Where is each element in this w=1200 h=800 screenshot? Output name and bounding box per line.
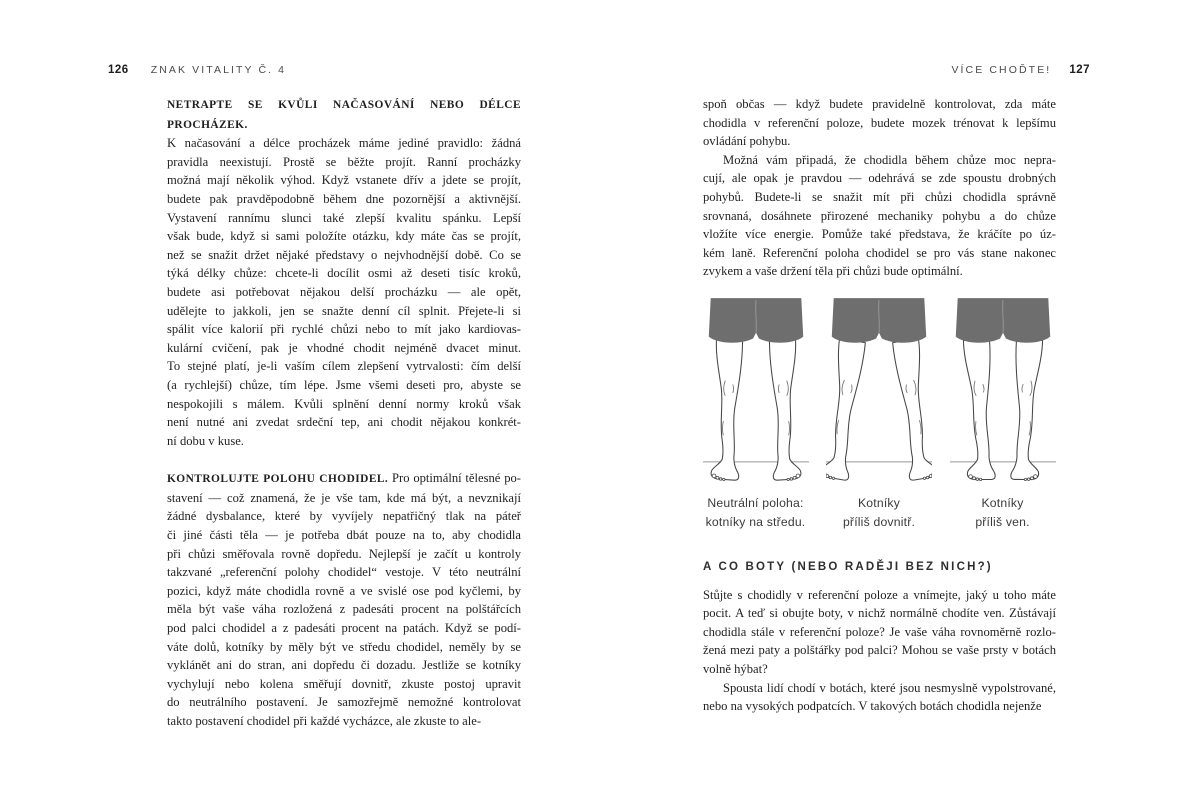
- legs-neutral-illustration: [703, 298, 809, 487]
- right-running-head: VÍCE CHOĎTE!: [951, 64, 1052, 76]
- heading-line-rest: Pro optimální tělesné po-: [388, 471, 521, 486]
- right-running-header: [951, 64, 1090, 76]
- figure-neutral: [699, 298, 812, 532]
- left-page-number: 126: [108, 64, 129, 76]
- figure-caption: Kotníky příliš dovnitř.: [842, 495, 916, 529]
- left-running-head: ZNAK VITALITY Č. 4: [150, 64, 287, 76]
- section-foot-position: [167, 469, 521, 730]
- left-running-header: [108, 64, 286, 76]
- figure-ankles-in: [823, 298, 936, 532]
- left-page-text: [167, 95, 521, 731]
- legs-ankles-in-illustration: [826, 298, 932, 487]
- figure-ankles-out: [946, 298, 1059, 532]
- figure-caption: Neutrální poloha: kotníky na středu.: [705, 495, 806, 529]
- ankle-position-figure: [699, 298, 1059, 532]
- run-in-heading-line: [167, 95, 521, 134]
- paragraph: Možná vám připadá, že chodidla během chůze moc nepra- cují, ale opak je pravdou — odehrává se zde spoustu drobných pohybů. Budete-li se snažit mít při chůzi chodidla správně srovnaná, dosáhnete přirozené mechaniky pohybu a do chůze vložíte více energie. Pomůže také představa, že kráčíte po úz- kém laně. Referenční poloha chodidel se pro vás stane nakonec zvykem a vaše držení těla při chůzi bude optimální.: [703, 152, 1056, 279]
- paragraph: Spousta lidí chodí v botách, které jsou nesmyslně vypolstrované, nebo na vysokých podpatcích. V takových botách chodidla nejenže: [703, 680, 1056, 714]
- paragraph: Stůjte s chodidly v referenční poloze a vnímejte, jaký u toho máte pocit. A teď si obujte boty, v nichž normálně chodíte ven. Zůstávají chodidla stále v referenční poloze? Je vaše váha rovnoměrně rozlo- žená mezi paty a polštářky pod palci? Mohou se vaše prsty v botách volně hýbat?: [703, 587, 1056, 676]
- figure-caption: Kotníky příliš ven.: [975, 495, 1030, 529]
- section-heading: NETRAPTE SE KVŮLI NAČASOVÁNÍ NEBO DÉLCE PROCHÁZEK.: [167, 99, 521, 131]
- section-heading: KONTROLUJTE POLOHU CHODIDEL.: [167, 473, 389, 486]
- shoes-section-heading: A CO BOTY (NEBO RADĚJI BEZ NICH?): [703, 560, 993, 573]
- section-walk-timing: [167, 95, 521, 450]
- right-page-number: 127: [1069, 64, 1090, 76]
- paragraph: K načasování a délce procházek máme jediné pravidlo: žádná pravidla neexistují. Prostě se běžte projít. Ranní procházky možná mají několik výhod. Když vstanete dřív a jdete se projít, budete pak pravděpodobně během dne pozornější a aktivnější. Vystavení rannímu slunci také zlepší kvalitu spánku. Lepší však bude, když si sami položíte otázku, kdy máte čas se projít, než se snažit držet nějaké představy o nejvhodnější době. Co se týká délky chůze: chcete-li docílit osmi až deseti tisíc kroků, budete asi potřebovat nějakou delší procházku — ale opět, udělejte to jakkoli, jen se snažte denní cíl splnit. Přejete-li si spálit více kalorií při rychlé chůzi nebo to mít jako kardiovas- kulární cvičení, pak je vhodné chodit nejméně dvacet minut. To stejné platí, je-li vaším cílem zlepšení vytrvalosti: čím delší (a rychlejší) chůze, tím lépe. Jsme všemi deseti pro, abyste se nespokojili s málem. Kvůli splnění denní normy kroků však není nutné ani zvedat srdeční tep, ani chodit nějakou konkrét- ní dobu v kuse.: [167, 136, 521, 448]
- right-page-text: [703, 95, 1056, 716]
- paragraph: spoň občas — když budete pravidelně kontrolovat, zda máte chodidla v referenční poloze, budete mozek trénovat k lepšímu ovládání pohybu.: [703, 97, 1056, 149]
- legs-ankles-out-illustration: [950, 298, 1056, 487]
- paragraph: stavení — což znamená, že je vše tam, kde má být, a nevznikají žádné dysbalance, které by vyvíjely nepatřičný tlak na páteř či jiné části těla — je potřeba dbát pouze na to, aby chodidla při chůzi směřovala rovně dopředu. Nejlepší je začít u kontroly takzvané „referenční polohy chodidel“ vestoje. V této neutrální pozici, když máte chodidla rovně a ve svislé ose pod kyčlemi, by měla být vaše váha rozložená z padesáti procent na polštářcích pod palci chodidel a z padesáti procent na patách. Když se podí- váte dolů, kotníky by měly být ve středu chodidel, neměly by se vyklánět ani do stran, ani dopředu či dozadu. Jestliže se kotníky vychylují nebo kolena směřují dovnitř, zkuste postoj upravit do neutrálního postavení. Je samozřejmě nemožné kontrolovat takto postavení chodidel při každé vycházce, ale zkuste to ale-: [167, 490, 521, 728]
- run-in-heading-line: [167, 469, 521, 489]
